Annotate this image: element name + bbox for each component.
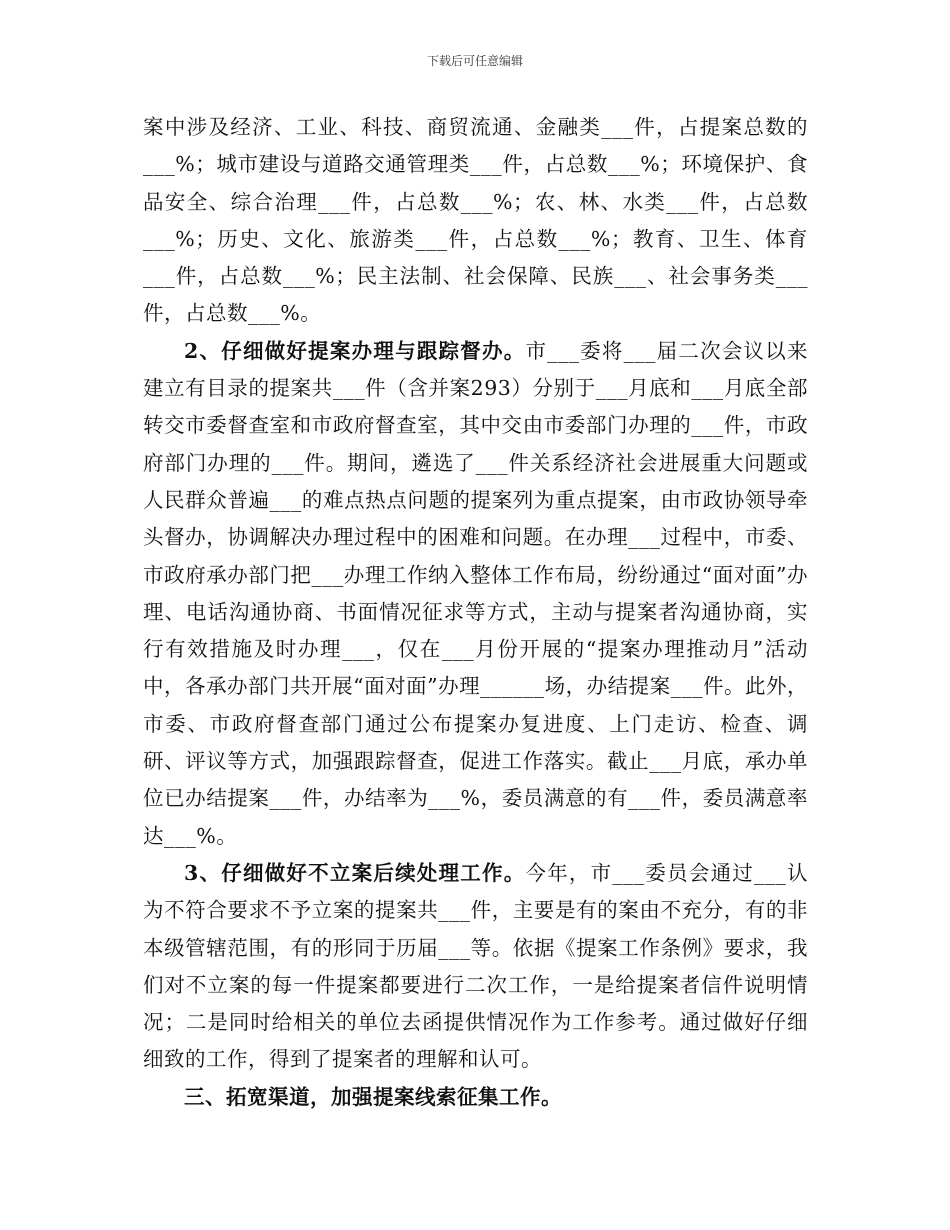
paragraph-lead-2: 2、仔细做好提案办理与跟踪督办。 [184, 338, 526, 363]
paragraph-body-2: 市___委将___届二次会议以来建立有目录的提案共___件（含并案293）分别于___月底和___月底全部转交市委督查室和市政府督查室，其中交由市委部门办理的___件，市政府部门办理的___件。期间，遴选了___件关系经济社会进展重大问题或人民群众普遍___的难点热点问题的提案列为重点提案，由市政协领导牵头督办，协调解决办理过程中的困难和问题。在办理___过程中，市委、市政府承办部门把___办理工作纳入整体工作布局，纷纷通过“面对面”办理、电话沟通协商、书面情况征求等方式，主动与提案者沟通协商，实行有效措施及时办理___，仅在___月份开展的“提案办理推动月”活动中，各承办部门共开展“面对面”办理______场，办结提案___件。此外，市委、市政府督查部门通过公布提案办复进度、上门走访、检查、调研、评议等方式，加强跟踪督查，促进工作落实。截止___月底，承办单位已办结提案___件，办结率为___%，委员满意的有___件，委员满意率达___%。 [143, 338, 809, 848]
paragraph-category-stats: 案中涉及经济、工业、科技、商贸流通、金融类___件，占提案总数的___%；城市建设与道路交通管理类___件，占总数___%；环境保护、食品安全、综合治理___件，占总数___%；农、林、水类___件，占总数___%；历史、文化、旅游类___件，占总数___%；教育、卫生、体育___件，占总数___%；民主法制、社会保障、民族___、社会事务类___件，占总数___%。 [143, 115, 808, 326]
paragraph-body-3: 今年，市___委员会通过___认为不符合要求不予立案的提案共___件，主要是有的案由不充分，有的非本级管辖范围，有的形同于历届___等。依据《提案工作条例》要求，我们对不立案的每一件提案都要进行二次工作，一是给提案者信件说明情况；二是同时给相关的单位去函提供情况作为工作参考。通过做好仔细细致的工作，得到了提案者的理解和认可。 [143, 860, 809, 1072]
paragraph-lead-3: 3、仔细做好不立案后续处理工作。 [184, 860, 526, 885]
page-header: 下载后可任意编辑 [426, 54, 523, 68]
paragraph-non-filed-followup [143, 855, 808, 1079]
paragraph-handling-supervision [143, 333, 808, 855]
document-body [143, 109, 808, 1116]
section-heading-3: 三、拓宽渠道，加强提案线索征集工作。 [184, 1084, 562, 1109]
